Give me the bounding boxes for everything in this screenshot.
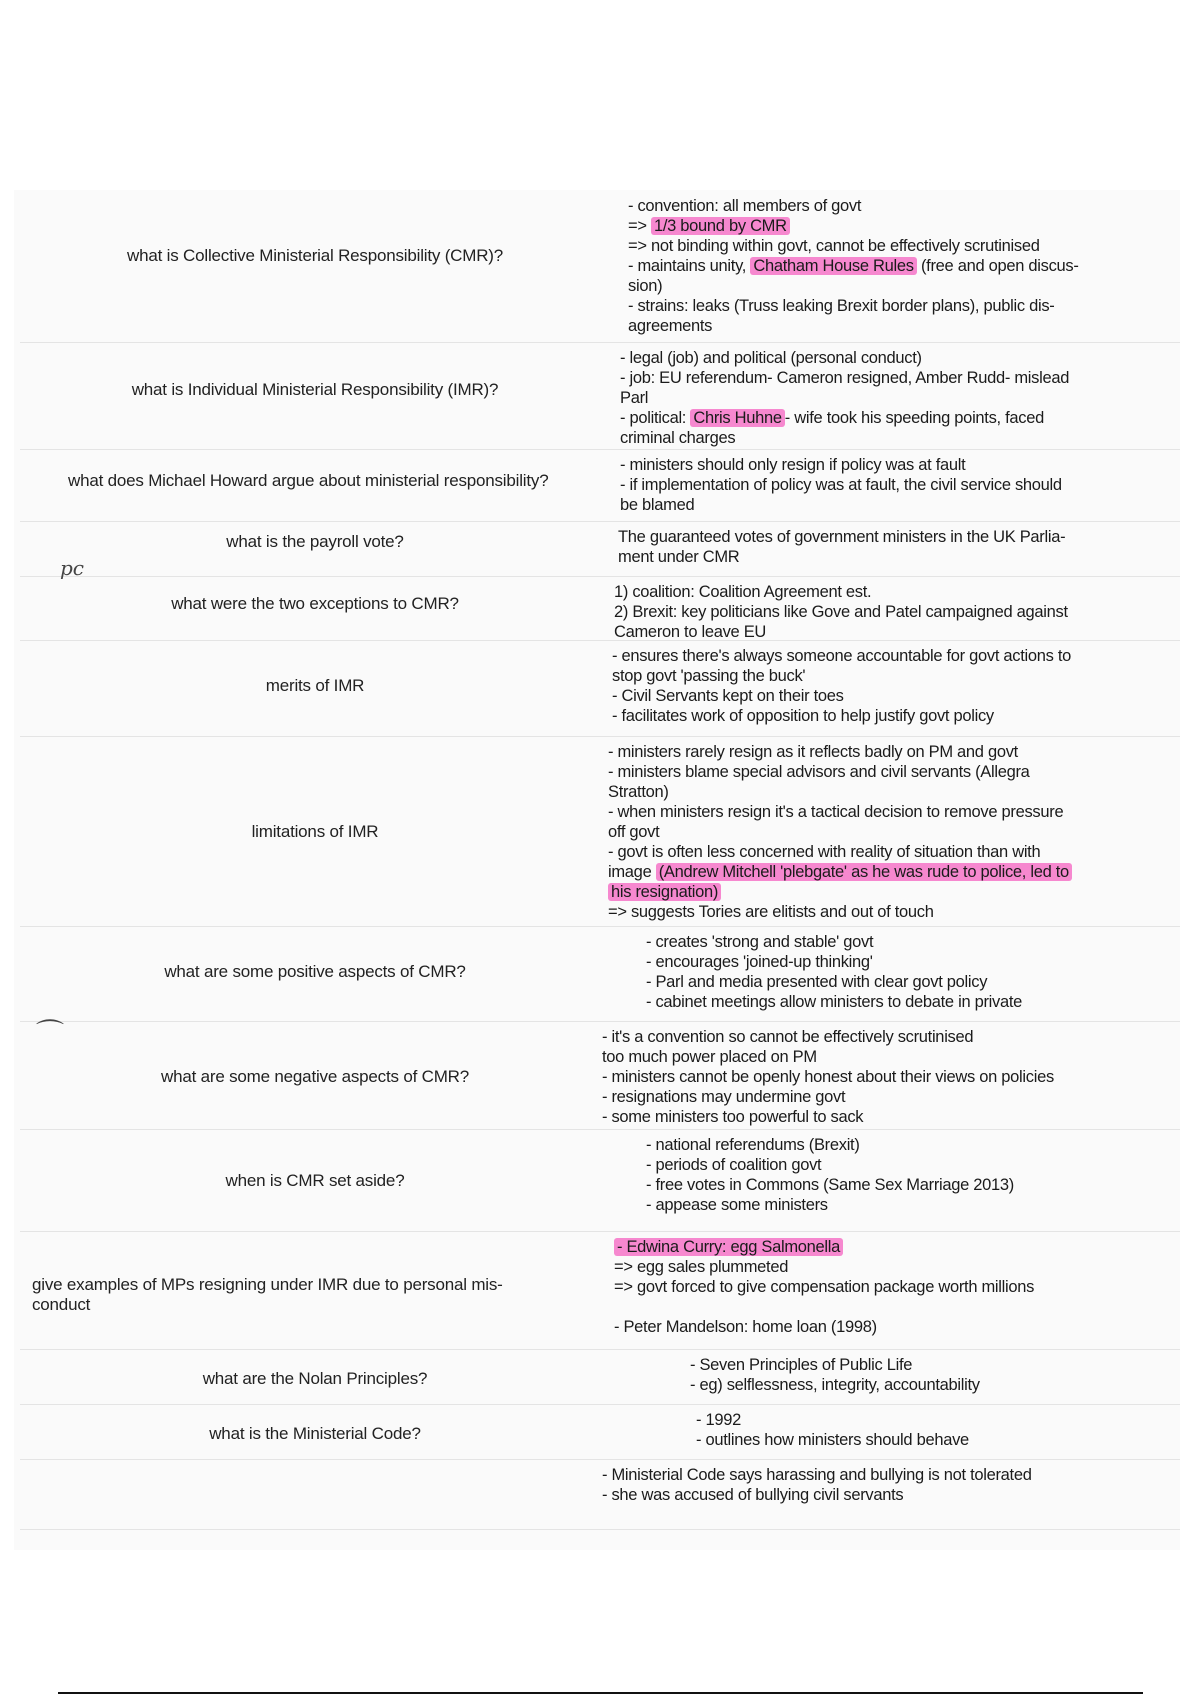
flashcard-row [20, 1021, 1180, 1130]
answer-text: - 1992 [696, 1411, 741, 1429]
flashcard-question: what are the Nolan Principles? [202, 1369, 428, 1388]
flashcard-row [20, 576, 1180, 641]
answer-text: stop govt 'passing the buck' [612, 667, 806, 685]
answer-text: Parl [620, 389, 649, 407]
answer-text: - maintains unity, [628, 257, 751, 275]
flashcard-answer [608, 742, 1150, 922]
answer-line [628, 236, 1150, 256]
answer-line [628, 196, 1150, 216]
flashcard-answer [646, 932, 1150, 1012]
answer-line [602, 1047, 1150, 1067]
answer-line [608, 902, 1150, 922]
answer-line [646, 972, 1150, 992]
answer-text: - cabinet meetings allow ministers to debate in private [646, 993, 1023, 1011]
flashcard-row [20, 736, 1180, 927]
bottom-rule [58, 1692, 1143, 1694]
flashcard-question: what are some negative aspects of CMR? [161, 1067, 469, 1086]
answer-line [602, 1027, 1150, 1047]
flashcard-answer [620, 455, 1150, 515]
answer-text: - ministers cannot be openly honest about their views on policies [602, 1068, 1054, 1086]
answer-line [602, 1087, 1150, 1107]
answer-text: (free and open discus- [916, 257, 1079, 275]
answer-line [608, 882, 1150, 902]
answer-line [602, 1465, 1150, 1485]
answer-line [614, 622, 1150, 642]
answer-line [614, 582, 1150, 602]
highlighted-text: (Andrew Mitchell 'plebgate' as he was rude to police, led to [656, 863, 1072, 881]
answer-text: The guaranteed votes of government ministers in the UK Parlia- [618, 528, 1066, 546]
flashcard-question: what is the Ministerial Code? [209, 1424, 421, 1443]
answer-line [620, 368, 1150, 388]
answer-line [646, 932, 1150, 952]
flashcard-question: merits of IMR [265, 676, 365, 695]
flashcard-question: what were the two exceptions to CMR? [171, 594, 459, 613]
answer-text: - Peter Mandelson: home loan (1998) [614, 1318, 877, 1336]
flashcard-answer [618, 527, 1150, 567]
answer-line [628, 316, 1150, 336]
highlighted-text: his resignation) [608, 883, 721, 901]
answer-line [646, 1135, 1150, 1155]
answer-text: - ministers blame special advisors and civil servants (Allegra [608, 763, 1030, 781]
answer-text: => suggests Tories are elitists and out of touch [608, 903, 934, 921]
answer-line [690, 1375, 1150, 1395]
answer-line [602, 1067, 1150, 1087]
answer-line [612, 686, 1150, 706]
flashcard-row [20, 449, 1180, 522]
flashcard-answer [690, 1355, 1150, 1395]
flashcard-question: limitations of IMR [251, 822, 379, 841]
flashcard-answer [646, 1135, 1150, 1215]
flashcard-row [20, 640, 1180, 737]
answer-text: agreements [628, 317, 713, 335]
answer-line [696, 1410, 1150, 1430]
answer-line [618, 527, 1150, 547]
answer-text: - appease some ministers [646, 1196, 828, 1214]
answer-text: - it's a convention so cannot be effectively scrutinised [602, 1028, 974, 1046]
answer-text: - ensures there's always someone accountable for govt actions to [612, 647, 1072, 665]
flashcard-question: what is Individual Ministerial Responsibility (IMR)? [131, 380, 499, 399]
answer-text: => not binding within govt, cannot be effectively scrutinised [628, 237, 1040, 255]
answer-line [620, 495, 1150, 515]
answer-text: - she was accused of bullying civil servants [602, 1486, 904, 1504]
answer-line [608, 742, 1150, 762]
answer-line [614, 1277, 1150, 1297]
answer-line [608, 762, 1150, 782]
answer-line [628, 296, 1150, 316]
answer-line [614, 1317, 1150, 1337]
margin-mark-2: ⌒ [36, 1017, 65, 1050]
answer-line [646, 1155, 1150, 1175]
answer-text: - periods of coalition govt [646, 1156, 822, 1174]
answer-line [608, 802, 1150, 822]
answer-text: off govt [608, 823, 660, 841]
answer-text: - Civil Servants kept on their toes [612, 687, 844, 705]
answer-text: 1) coalition: Coalition Agreement est. [614, 583, 872, 601]
answer-text: => govt forced to give compensation package worth millions [614, 1278, 1035, 1296]
answer-text: - encourages 'joined-up thinking' [646, 953, 873, 971]
answer-line [618, 547, 1150, 567]
answer-line [646, 992, 1150, 1012]
flashcard-question: give examples of MPs resigning under IMR due to personal mis- conduct [32, 1275, 503, 1314]
answer-text: be blamed [620, 496, 695, 514]
answer-text: - facilitates work of opposition to help justify govt policy [612, 707, 994, 725]
answer-line [608, 842, 1150, 862]
answer-line [628, 216, 1150, 236]
answer-text: - Parl and media presented with clear govt policy [646, 973, 988, 991]
flashcard-answer [614, 1237, 1150, 1337]
answer-text: - Ministerial Code says harassing and bullying is not tolerated [602, 1466, 1032, 1484]
answer-line [614, 1257, 1150, 1277]
flashcard-row [20, 521, 1180, 577]
answer-line [612, 666, 1150, 686]
flashcard-answer [602, 1465, 1150, 1505]
flashcard-answer [628, 196, 1150, 336]
highlighted-text: - Edwina Curry: egg Salmonella [614, 1238, 843, 1256]
flashcard-question: when is CMR set aside? [225, 1171, 405, 1190]
flashcard-row [20, 342, 1180, 450]
answer-line [628, 276, 1150, 296]
flashcard-row [20, 1129, 1180, 1232]
flashcard-question: what is Collective Ministerial Responsibility (CMR)? [127, 246, 503, 265]
answer-line [602, 1485, 1150, 1505]
answer-line [646, 952, 1150, 972]
answer-text: - ministers should only resign if policy was at fault [620, 456, 966, 474]
answer-text: Stratton) [608, 783, 669, 801]
answer-text: - Seven Principles of Public Life [690, 1356, 913, 1374]
answer-text: criminal charges [620, 429, 736, 447]
answer-text: - creates 'strong and stable' govt [646, 933, 874, 951]
highlighted-text: Chatham House Rules [750, 257, 916, 275]
flashcard-row [20, 926, 1180, 1022]
flashcard-answer [612, 646, 1150, 726]
answer-line [628, 256, 1150, 276]
answer-line [608, 862, 1150, 882]
answer-text: - national referendums (Brexit) [646, 1136, 860, 1154]
flashcard-row [20, 1459, 1180, 1530]
highlighted-text: 1/3 bound by CMR [651, 217, 790, 235]
answer-text: - resignations may undermine govt [602, 1088, 846, 1106]
answer-text: - political: [620, 409, 691, 427]
answer-text: sion) [628, 277, 663, 295]
answer-text: - eg) selflessness, integrity, accountability [690, 1376, 980, 1394]
answer-line [614, 1297, 1150, 1317]
answer-line [696, 1430, 1150, 1450]
answer-text: - outlines how ministers should behave [696, 1431, 969, 1449]
answer-line [646, 1175, 1150, 1195]
flashcard-row [20, 1349, 1180, 1405]
answer-line [620, 408, 1150, 428]
answer-text: 2) Brexit: key politicians like Gove and Patel campaigned against [614, 603, 1068, 621]
answer-text: too much power placed on PM [602, 1048, 817, 1066]
answer-line [620, 455, 1150, 475]
answer-text: - free votes in Commons (Same Sex Marriage 2013) [646, 1176, 1015, 1194]
answer-line [620, 428, 1150, 448]
answer-text: Cameron to leave EU [614, 623, 767, 641]
flashcard-answer [620, 348, 1150, 448]
answer-line [602, 1107, 1150, 1127]
flashcard-row [20, 1231, 1180, 1350]
flashcard-row [20, 1404, 1180, 1460]
answer-text: - ministers rarely resign as it reflects badly on PM and govt [608, 743, 1018, 761]
highlighted-text: Chris Huhne [690, 409, 784, 427]
answer-line [646, 1195, 1150, 1215]
answer-line [608, 782, 1150, 802]
answer-text: - govt is often less concerned with reality of situation than with [608, 843, 1041, 861]
flashcard-answer [602, 1027, 1150, 1127]
answer-line [690, 1355, 1150, 1375]
flashcard-question: what are some positive aspects of CMR? [164, 962, 466, 981]
answer-text: image [608, 863, 656, 881]
answer-line [612, 646, 1150, 666]
answer-text: - strains: leaks (Truss leaking Brexit border plans), public dis- [628, 297, 1055, 315]
answer-line [608, 822, 1150, 842]
answer-line [612, 706, 1150, 726]
flashcard-answer [696, 1410, 1150, 1450]
answer-text: - legal (job) and political (personal conduct) [620, 349, 922, 367]
answer-text: - some ministers too powerful to sack [602, 1108, 864, 1126]
answer-line [614, 602, 1150, 622]
answer-text: - wife took his speeding points, faced [784, 409, 1044, 427]
answer-line [620, 388, 1150, 408]
flashcard-answer [614, 582, 1150, 642]
margin-mark-1: pc [60, 556, 85, 580]
answer-text: ment under CMR [618, 548, 740, 566]
flashcard-row [20, 190, 1180, 343]
answer-text: => [628, 217, 651, 235]
answer-text: - if implementation of policy was at fault, the civil service should [620, 476, 1062, 494]
flashcard-question: what is the payroll vote? [226, 532, 404, 551]
answer-text: - convention: all members of govt [628, 197, 862, 215]
answer-text: - job: EU referendum- Cameron resigned, Amber Rudd- mislead [620, 369, 1070, 387]
answer-line [620, 348, 1150, 368]
answer-line [614, 1237, 1150, 1257]
answer-text: - when ministers resign it's a tactical decision to remove pressure [608, 803, 1064, 821]
flashcard-question: what does Michael Howard argue about ministerial responsibility? [68, 471, 549, 490]
answer-text: => egg sales plummeted [614, 1258, 789, 1276]
answer-line [620, 475, 1150, 495]
